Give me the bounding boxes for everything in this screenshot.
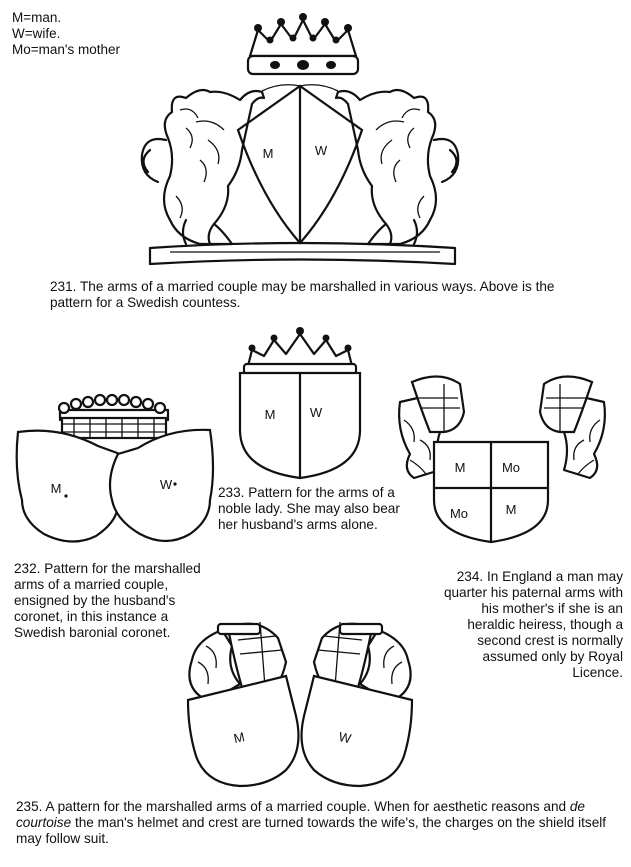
legend-mother: Mo=man's mother [12, 42, 120, 57]
caption-233: 233. Pattern for the arms of a noble lady. She may also bear her husband's arms alone. [218, 485, 400, 532]
caption-235-part2: the man's helmet and crest are turned towards the wife's, the charges on the shield itself may follow suit. [16, 815, 607, 846]
tilted-shield-right [302, 676, 412, 786]
fig234-quarter-1: M [454, 460, 466, 475]
fig232-label-w: W [159, 477, 173, 492]
caption-231: 231. The arms of a married couple may be marshalled in various ways. Above is the pattern for a Swedish countess. [50, 279, 555, 310]
fig231-label-w: W [314, 143, 328, 158]
tilted-shield-left [188, 676, 298, 786]
legend-man: M=man. [12, 10, 62, 25]
fig233-label-m: M [264, 407, 276, 422]
fig234-quarter-3: Mo [449, 506, 469, 521]
fig234-quarter-4: M [505, 502, 517, 517]
caption-235-part1: 235. A pattern for the marshalled arms of a married couple. When for aesthetic reasons and [16, 799, 570, 814]
fig231-label-m: M [262, 146, 274, 161]
caption-232: 232. Pattern for the marshalled arms of a married couple, ensigned by the husband's coronet, in this instance a Swedish baronial coronet. [14, 561, 201, 640]
caption-235 [16, 799, 616, 847]
caption-235-italic: de courtoise [16, 799, 585, 830]
fig235-label-m: M [232, 729, 246, 747]
fig232-label-m: M [50, 481, 62, 496]
fig235-label-w: W [337, 728, 353, 747]
caption-234: 234. In England a man may quarter his paternal arms with his mother's if she is an heraldic heiress, though a second crest is normally assumed only by Royal Licence. [443, 569, 623, 680]
fig234-quarter-2: Mo [501, 460, 521, 475]
fig233-label-w: W [309, 405, 323, 420]
legend-wife: W=wife. [12, 26, 61, 41]
